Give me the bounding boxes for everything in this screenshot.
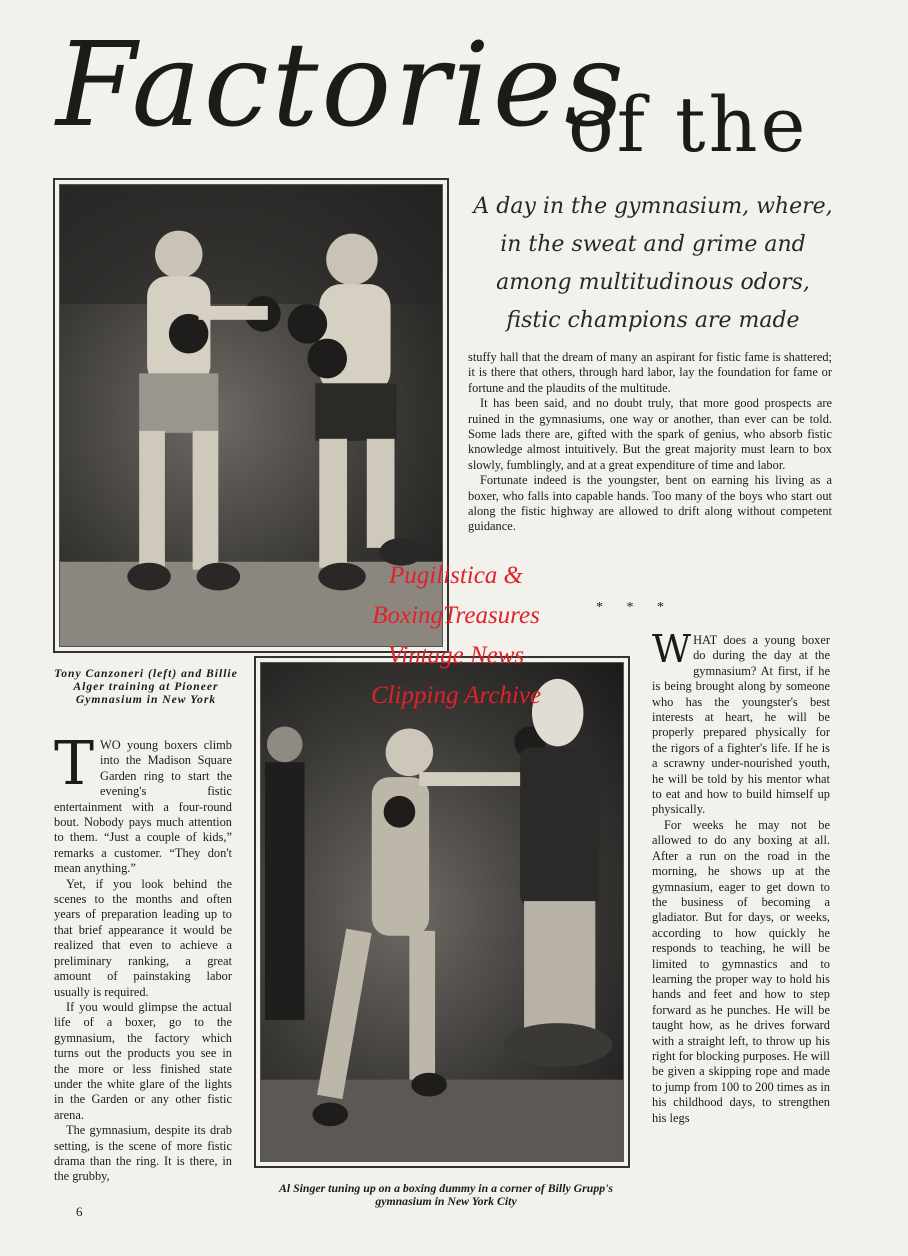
watermark-line: Clipping Archive xyxy=(370,682,542,709)
watermark-line: Vintage News xyxy=(387,642,525,669)
boxer-with-dummy-illustration xyxy=(261,663,623,1161)
paragraph: Fortunate indeed is the youngster, bent on earning his living as a boxer, who falls into capable hands. Too many of the boys who start out along the fistic highway are allowed to drift along without competent guidance. xyxy=(468,473,832,534)
column-bottom-left xyxy=(54,729,232,1185)
headline xyxy=(52,10,852,180)
paragraph: For weeks he may not be allowed to do any boxing at all. After a run on the road in the morning, he shows up at the gymnasium, eager to get down to the business of becoming a gladiator. But for days, or weeks, according to how quickly he responds to teaching, he will be limited to gymnastics and to learning the proper way to hold his hands and feet and how to step forward as he punches. He will be taught how, as he drives forward with a straight left, to throw up his right for blocking purposes. He will be given a skipping rope and made to jump from 100 to 200 times as in his childhood days, to strengthen his legs xyxy=(652,817,830,1125)
photo-image xyxy=(59,184,443,647)
section-separator: * * * xyxy=(596,600,674,615)
photo-caption-canzoneri: Tony Canzoneri (left) and Billie Alger training at Pioneer Gymnasium in New York xyxy=(54,667,238,706)
paragraph: WO young boxers climb into the Madison Square Garden ring to start the evening's fistic entertainment with a four-round bout. Nobody pays much attention to them. “Just a couple of kids,” remarks a customer. “They don't mean anything.” xyxy=(54,738,232,876)
paragraph: The gymnasium, despite its drab setting, is the scene of more fistic drama than the ring. It is there, in the grubby, xyxy=(54,1123,232,1184)
photo-caption-singer: Al Singer tuning up on a boxing dummy in a corner of Billy Grupp's gymnasium in New York City xyxy=(279,1181,613,1208)
column-top-right xyxy=(468,350,832,535)
watermark-line: BoxingTreasures xyxy=(372,602,540,629)
photo-singer-dummy xyxy=(254,656,630,1168)
drop-cap-t: T xyxy=(54,729,95,799)
paragraph: HAT does a young boxer do during the day at the gymnasium? At first, if he is being brought along by someone who has the youngster's best interests at heart, he will be properly prepared physically for the rigors of a fighter's life. If he is a scrawny under-nourished youth, he will be told by his mentor what to eat and how to build himself up physically. xyxy=(652,633,830,817)
column-bottom-right xyxy=(652,627,830,1126)
drop-cap-w: W xyxy=(652,627,692,671)
paragraph: It has been said, and no doubt truly, that more good prospects are ruined in the gymnasiums, one way or another, than ever can be told. Some lads there are, gifted with the spark of genius, who absorb fistic knowledge almost intuitively. But the great majority must learn to box slowly, fumblingly, and at a great expenditure of time and labor. xyxy=(468,396,832,472)
boxers-sparring-illustration xyxy=(60,185,442,646)
headline-script-word: Factories xyxy=(56,18,627,153)
paragraph: If you would glimpse the actual life of a boxer, go to the gymnasium, the factory which turns out the products you see in the more or less finished state under the white glare of the lights in the Garden or any other fistic arena. xyxy=(54,999,232,1122)
article-deck: A day in the gymnasium, where, in the sweat and grime and among multitudinous odors, fistic champions are made xyxy=(473,194,833,333)
watermark-line: Pugilistica & xyxy=(388,562,524,589)
photo-canzoneri-alger xyxy=(53,178,449,653)
paragraph: Yet, if you look behind the scenes to the months and often years of preparation leading up to that brief appearance it would be realized that even to achieve a preliminary ranking, a great amount of painstaking labor usually is required. xyxy=(54,876,232,999)
headline-roman-words: of the xyxy=(568,80,809,169)
photo-image xyxy=(260,662,624,1162)
page-number: 6 xyxy=(76,1204,83,1219)
paragraph: stuffy hall that the dream of many an aspirant for fistic fame is shattered; it is there that others, through hard labor, lay the foundation for fame or fortune and the plaudits of the multitude. xyxy=(468,350,832,395)
